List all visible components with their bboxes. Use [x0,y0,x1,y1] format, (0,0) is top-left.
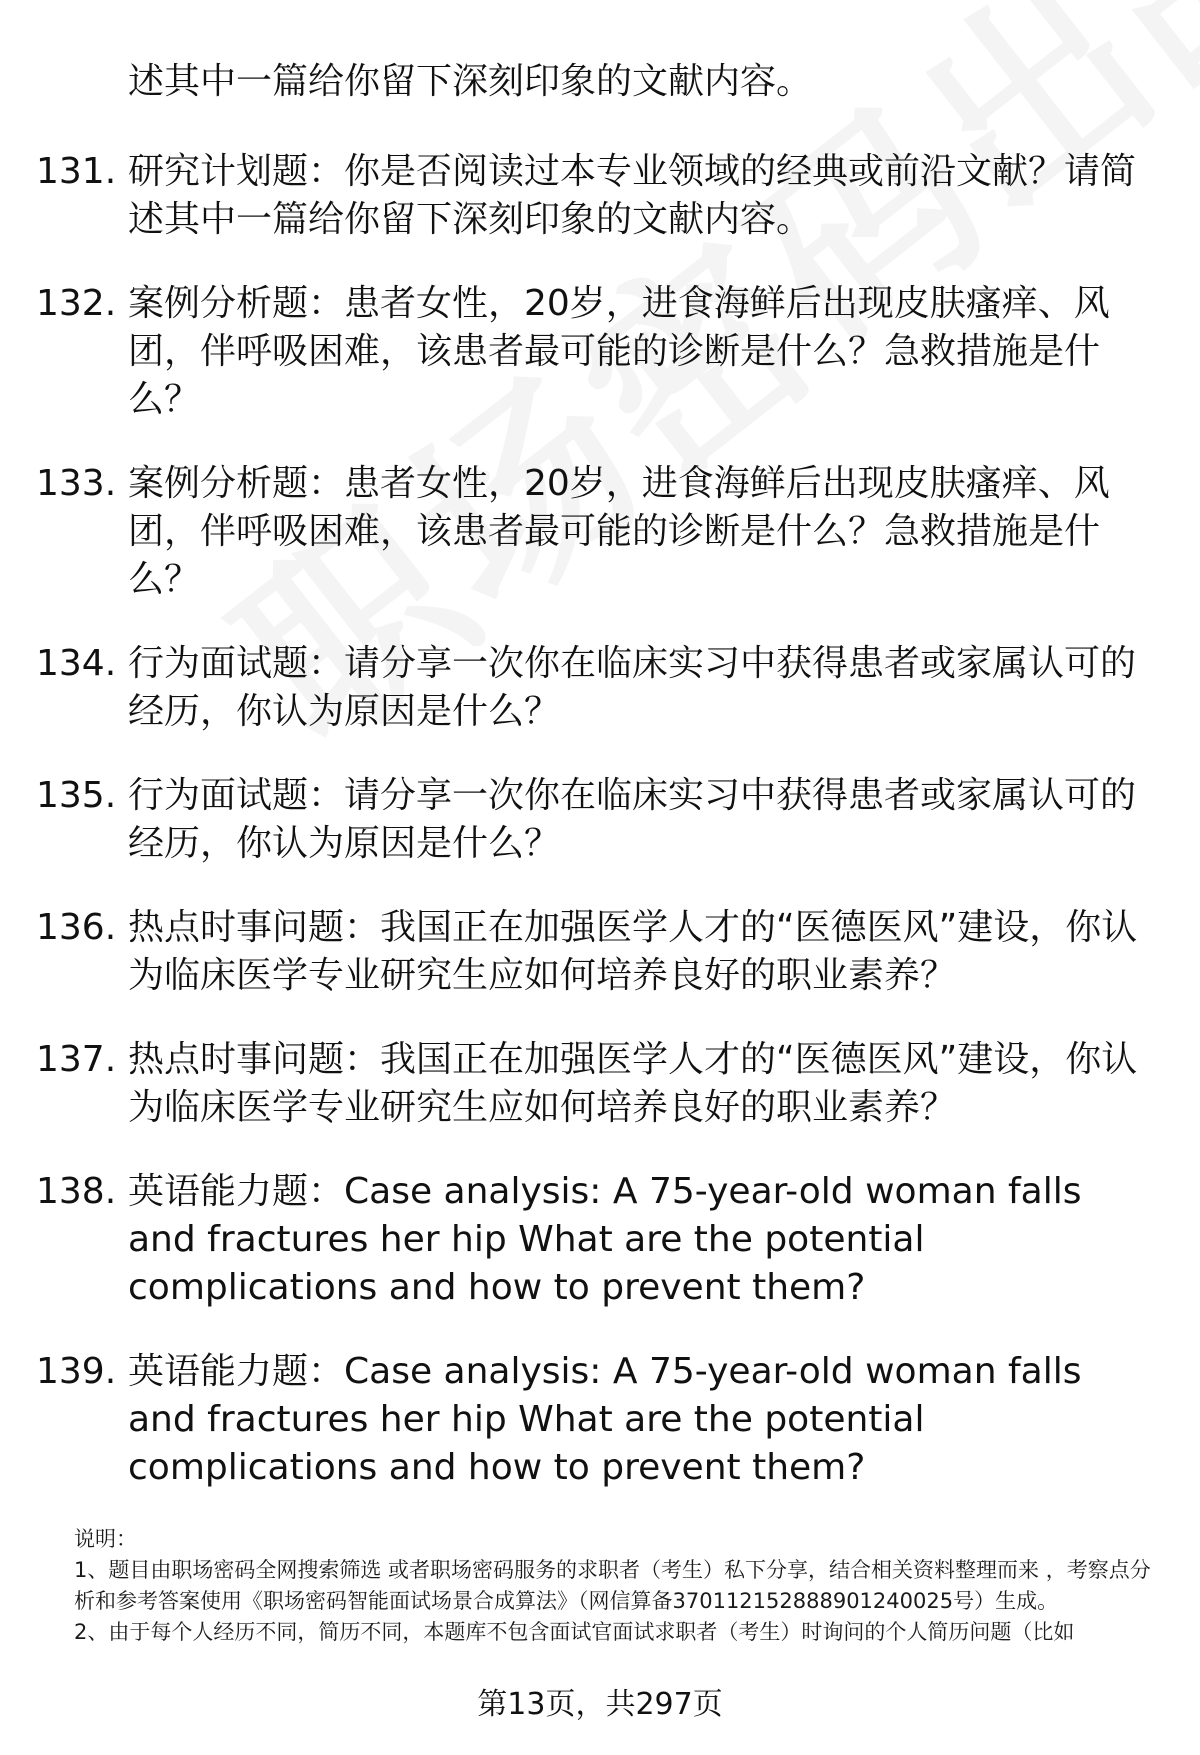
question-number: 139. [36,1351,117,1392]
question-item [36,772,1166,868]
question-item [36,280,1166,424]
question-text: 热点时事问题：我国正在加强医学人才的“医德医风”建设，你认为临床医学专业研究生应如何培养良好的职业素养？ [128,1039,1138,1128]
page-indicator: 第13页，共297页 [477,1687,723,1722]
question-number: 134. [36,643,117,684]
question-item [36,1168,1166,1312]
question-number: 132. [36,283,117,324]
question-text: 英语能力题：Case analysis: A 75-year-old woman falls and fractures her hip What are the potential complications and how to prevent them? [128,1171,1082,1308]
question-item [36,640,1166,736]
notes-item: 2、由于每个人经历不同，简历不同，本题库不包含面试官面试求职者（考生）时询问的个人简历问题（比如 [74,1620,1075,1644]
question-number: 131. [36,151,117,192]
question-item [36,1348,1166,1492]
question-text: 热点时事问题：我国正在加强医学人才的“医德医风”建设，你认为临床医学专业研究生应如何培养良好的职业素养？ [128,907,1138,996]
question-item [36,1036,1166,1132]
question-text: 案例分析题：患者女性，20岁，进食海鲜后出现皮肤瘙痒、风团，伴呼吸困难，该患者最可能的诊断是什么？急救措施是什么？ [128,463,1110,600]
question-list [36,148,1166,1528]
question-item [36,148,1166,244]
question-item [36,460,1166,604]
question-text: 行为面试题：请分享一次你在临床实习中获得患者或家属认可的经历，你认为原因是什么？ [128,643,1137,732]
notes-section [74,1524,1154,1648]
notes-item: 1、题目由职场密码全网搜索筛选 或者职场密码服务的求职者（考生）私下分享，结合相关资料整理而来 ，考察点分析和参考答案使用《职场密码智能面试场景合成算法》（网信算备370112152888901240025号）生成。 [74,1558,1151,1613]
question-item [36,904,1166,1000]
question-number: 135. [36,775,117,816]
question-continuation: 述其中一篇给你留下深刻印象的文献内容。 [128,61,813,102]
notes-heading: 说明： [74,1527,137,1551]
question-number: 138. [36,1171,117,1212]
question-text: 研究计划题：你是否阅读过本专业领域的经典或前沿文献？请简述其中一篇给你留下深刻印象的文献内容。 [128,151,1137,240]
question-text: 行为面试题：请分享一次你在临床实习中获得患者或家属认可的经历，你认为原因是什么？ [128,775,1137,864]
question-text: 案例分析题：患者女性，20岁，进食海鲜后出现皮肤瘙痒、风团，伴呼吸困难，该患者最可能的诊断是什么？急救措施是什么？ [128,283,1110,420]
question-number: 136. [36,907,117,948]
question-number: 137. [36,1039,117,1080]
question-text: 英语能力题：Case analysis: A 75-year-old woman falls and fractures her hip What are the potential complications and how to prevent them? [128,1351,1082,1488]
question-number: 133. [36,463,117,504]
